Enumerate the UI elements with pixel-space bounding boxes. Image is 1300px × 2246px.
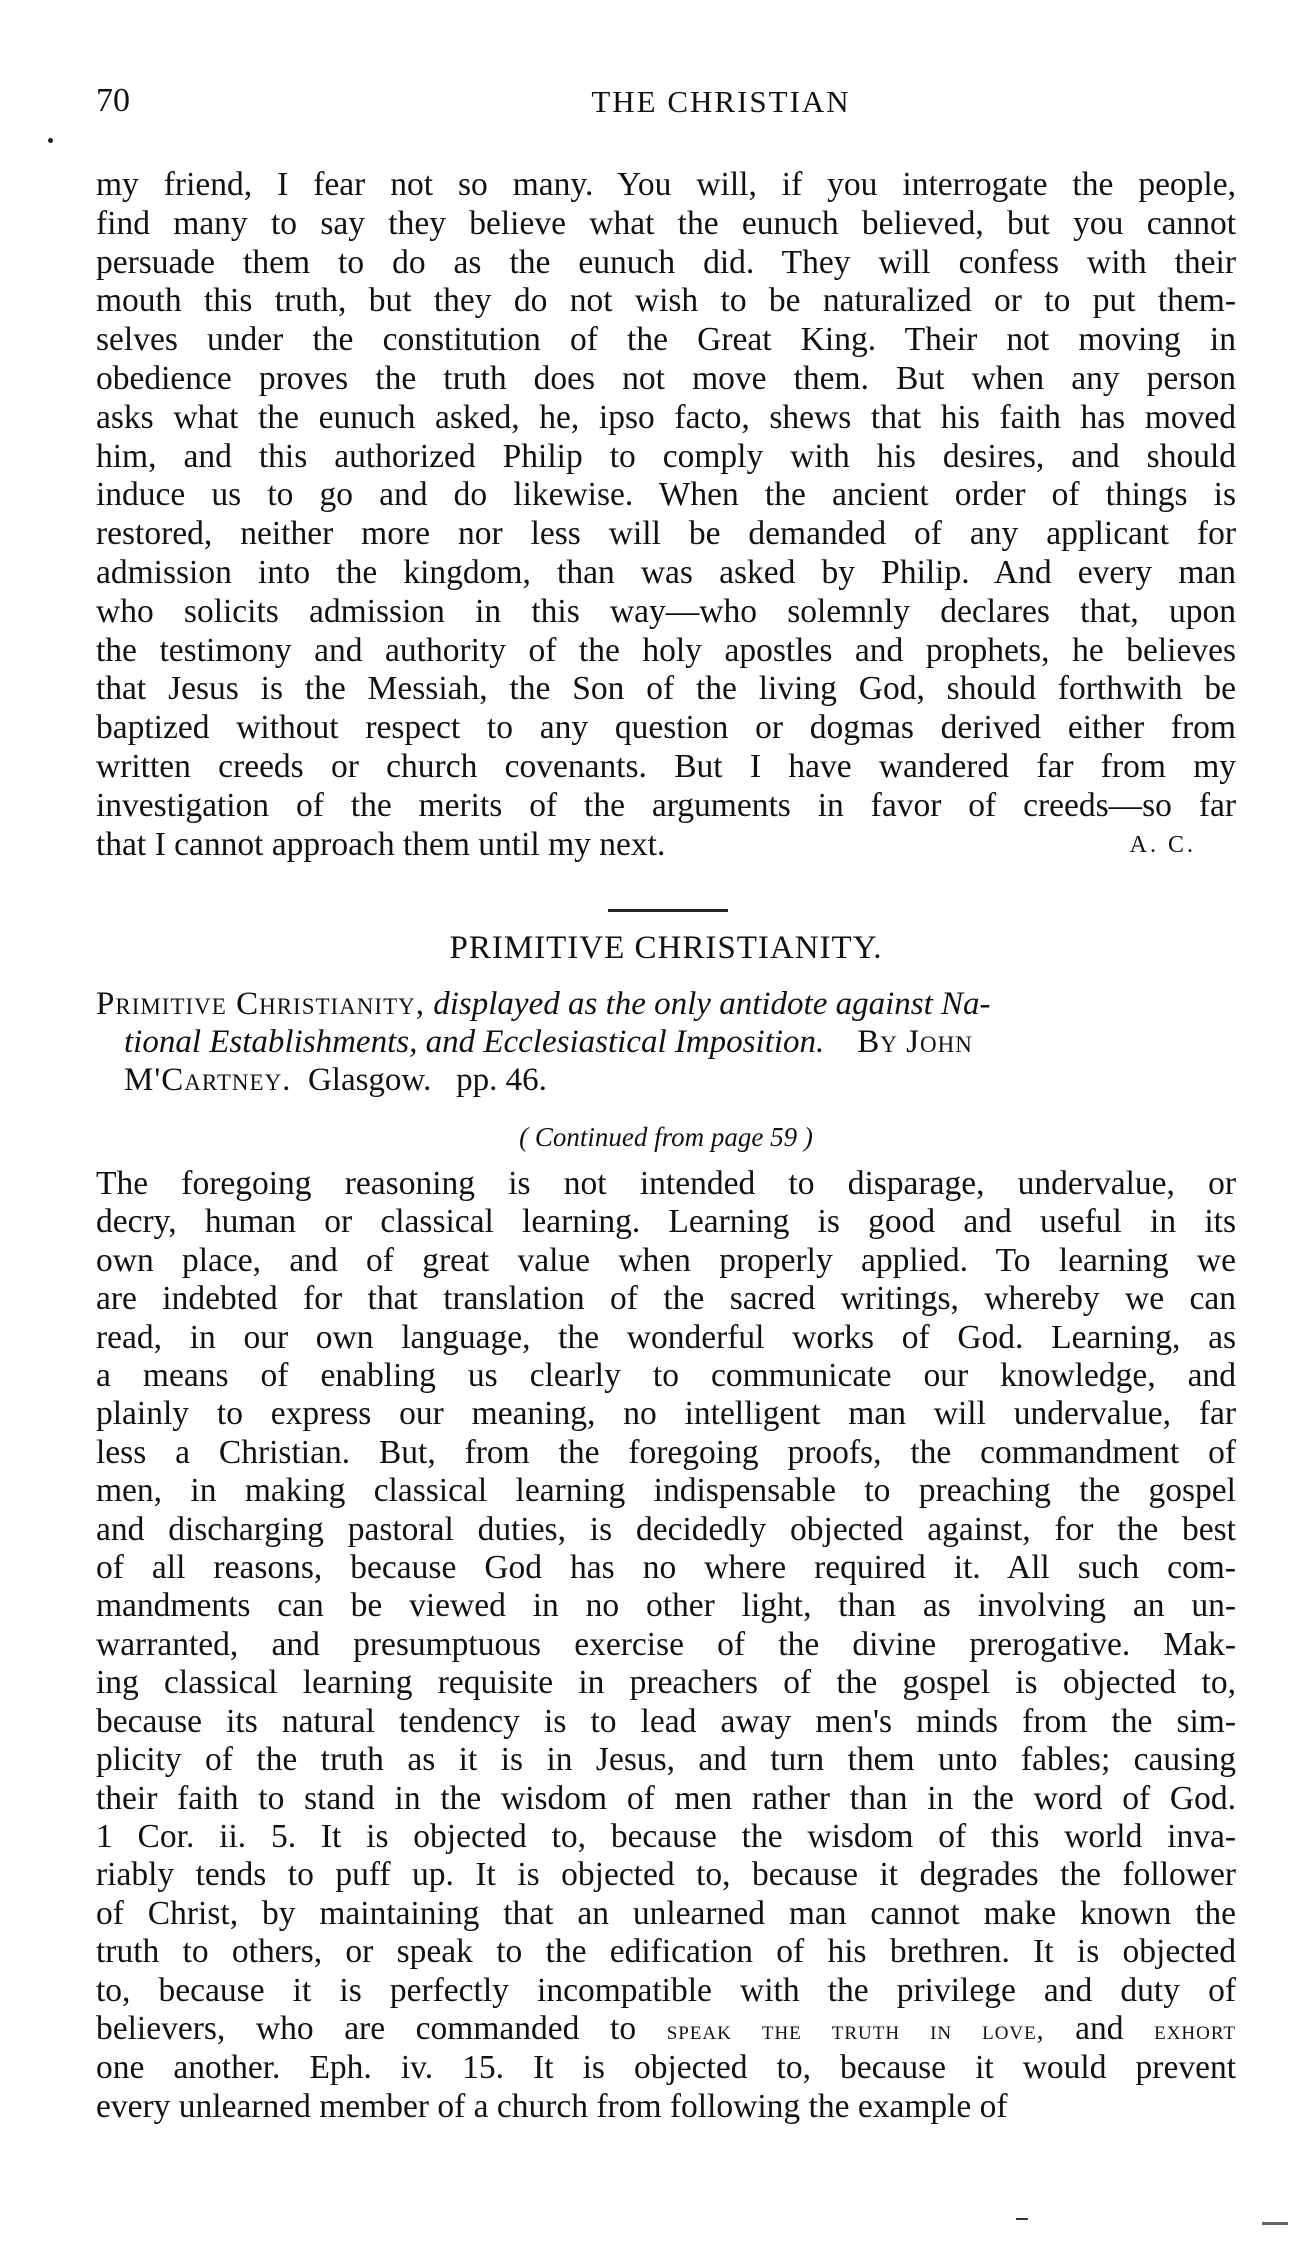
article-body [96,1165,1236,2126]
running-head [96,82,1236,122]
text-line: mouth this truth, but they do not wish to be naturalized or to put them- [96,282,1236,320]
text-line: a means of enabling us clearly to communicate our knowledge, and [96,1357,1236,1395]
small-caps-run: exhort [1154,2014,1236,2045]
text-line: selves under the constitution of the Great King. Their not moving in [96,321,1236,359]
text-line: 1 Cor. ii. 5. It is objected to, because the wisdom of this world inva- [96,1817,1236,1855]
text-line: investigation of the merits of the arguments in favor of creeds—so far [96,786,1236,824]
citation-place: Glasgow. [307,1062,432,1098]
citation-by: By [857,1024,898,1060]
text-line: obedience proves the truth does not move them. But when any person [96,359,1236,397]
text-line: asks what the eunuch asked, he, ipso facto, shews that his faith has moved [96,398,1236,436]
citation-pages: pp. 46. [456,1062,547,1098]
final-text-line: every unlearned member of a church from following the example of [96,2087,1008,2125]
citation-author-last: M'Cartney. [124,1062,292,1098]
text-line: warranted, and presumptuous exercise of the divine prerogative. Mak- [96,1625,1236,1663]
page-number: 70 [96,82,130,119]
continued-note: ( Continued from page 59 ) [519,1122,813,1152]
text-line: who solicits admission in this way—who solemnly declares that, upon [96,592,1236,630]
article-heading: PRIMITIVE CHRISTIANITY. [449,930,883,966]
text-line: written creeds or church covenants. But I have wandered far from my [96,747,1236,785]
text-line: are indebted for that translation of the sacred writings, whereby we can [96,1280,1236,1318]
citation-title: Primitive Christianity, [96,986,425,1022]
citation-author-first: John [906,1024,973,1060]
text-run: believers, who are commanded to [96,2009,637,2047]
text-line: men, in making classical learning indispensable to preaching the gospel [96,1472,1236,1510]
text-line: him, and this authorized Philip to comply with his desires, and should [96,437,1236,475]
ink-speck [48,138,53,143]
ink-speck [1016,2218,1028,2220]
letter-continuation [96,166,1236,864]
text-line [96,2010,1236,2049]
text-line: that Jesus is the Messiah, the Son of the living God, should forthwith be [96,670,1236,708]
text-line: their faith to stand in the wisdom of men rather than in the word of God. [96,1779,1236,1817]
text-line: own place, and of great value when properly applied. To learning we [96,1241,1236,1279]
small-caps-run: speak the truth in love, [666,2014,1045,2045]
text-run: and [1075,2009,1124,2047]
text-line: riably tends to puff up. It is objected to, because it degrades the follower [96,1856,1236,1894]
text-line: mandments can be viewed in no other light, than as involving an un- [96,1587,1236,1625]
text-line: one another. Eph. iv. 15. It is objected to, because it would prevent [96,2049,1236,2087]
text-line: plainly to express our meaning, no intelligent man will undervalue, far [96,1395,1236,1433]
final-text-line [96,826,1236,865]
text-line: of all reasons, because God has no where required it. All such com- [96,1549,1236,1587]
text-line: restored, neither more nor less will be demanded of any applicant for [96,515,1236,553]
text-line: plicity of the truth as it is in Jesus, and turn them unto fables; causing [96,1741,1236,1779]
text-line: admission into the kingdom, than was asked by Philip. And every man [96,553,1236,591]
journal-title: THE CHRISTIAN [591,84,851,119]
text-line: find many to say they believe what the eunuch believed, but you cannot [96,204,1236,242]
text-line: persuade them to do as the eunuch did. They will confess with their [96,243,1236,281]
citation-subtitle: displayed as the only antidote against Na- [433,986,991,1022]
book-citation [96,985,1236,1099]
text-line: truth to others, or speak to the edification of his brethren. It is objected [96,1933,1236,1971]
text-line: read, in our own language, the wonderful works of God. Learning, as [96,1318,1236,1356]
text-line: of Christ, by maintaining that an unlearned man cannot make known the [96,1894,1236,1932]
text-line: and discharging pastoral duties, is decidedly objected against, for the best [96,1510,1236,1548]
text-line: induce us to go and do likewise. When the ancient order of things is [96,476,1236,514]
text-line: decry, human or classical learning. Learning is good and useful in its [96,1203,1236,1241]
scan-artifact [1262,2222,1288,2225]
text-line: The foregoing reasoning is not intended to disparage, undervalue, or [96,1165,1236,1202]
text-line: to, because it is perfectly incompatible with the privilege and duty of [96,1971,1236,2009]
text-line: ing classical learning requisite in preachers of the gospel is objected to, [96,1664,1236,1702]
text-line: the testimony and authority of the holy apostles and prophets, he believes [96,631,1236,669]
text-line: because its natural tendency is to lead away men's minds from the sim- [96,1702,1236,1740]
text-line: baptized without respect to any question or dogmas derived either from [96,709,1236,747]
final-text: that I cannot approach them until my next. [96,825,666,863]
citation-subtitle-cont: tional Establishments, and Ecclesiastical Imposition. [124,1024,825,1060]
text-line: my friend, I fear not so many. You will, if you interrogate the people, [96,166,1236,203]
author-signature: A. C. [1129,831,1196,858]
text-line: less a Christian. But, from the foregoing proofs, the commandment of [96,1433,1236,1471]
section-divider [608,909,728,912]
